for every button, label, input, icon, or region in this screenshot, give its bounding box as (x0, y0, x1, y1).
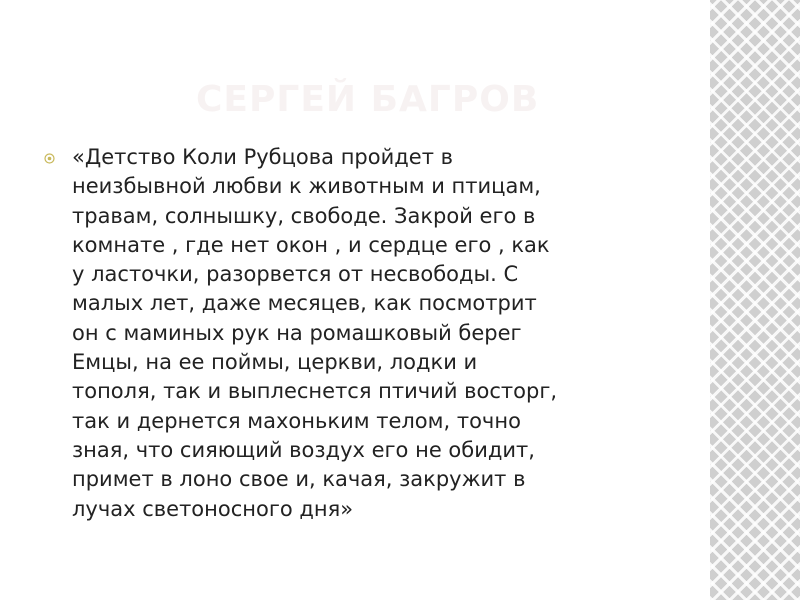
circled-dot-bullet-icon (44, 153, 72, 164)
decorative-side-strip (710, 0, 800, 600)
list-item (44, 143, 644, 524)
quote-paragraph: «Детство Коли Рубцова пройдет в неизбывной любви к животным и птицам, травам, солнышку, свободе. Закрой его в комнате , где нет окон , и сердце его , как у ласточки, разорвется от несвободы. С малых лет, даже месяцев, как посмотрит он с маминых рук на ромашковый берег Емцы, на ее поймы, церкви, лодки и тополя, так и выплеснется птичий восторг, так и дернется махоньким телом, точно зная, что сияющий воздух его не обидит, примет в лоно свое и, качая, закружит в лучах светоносного дня» (72, 145, 558, 521)
slide-title: СЕРГЕЙ БАГРОВ (196, 79, 540, 120)
content-list (44, 143, 644, 524)
